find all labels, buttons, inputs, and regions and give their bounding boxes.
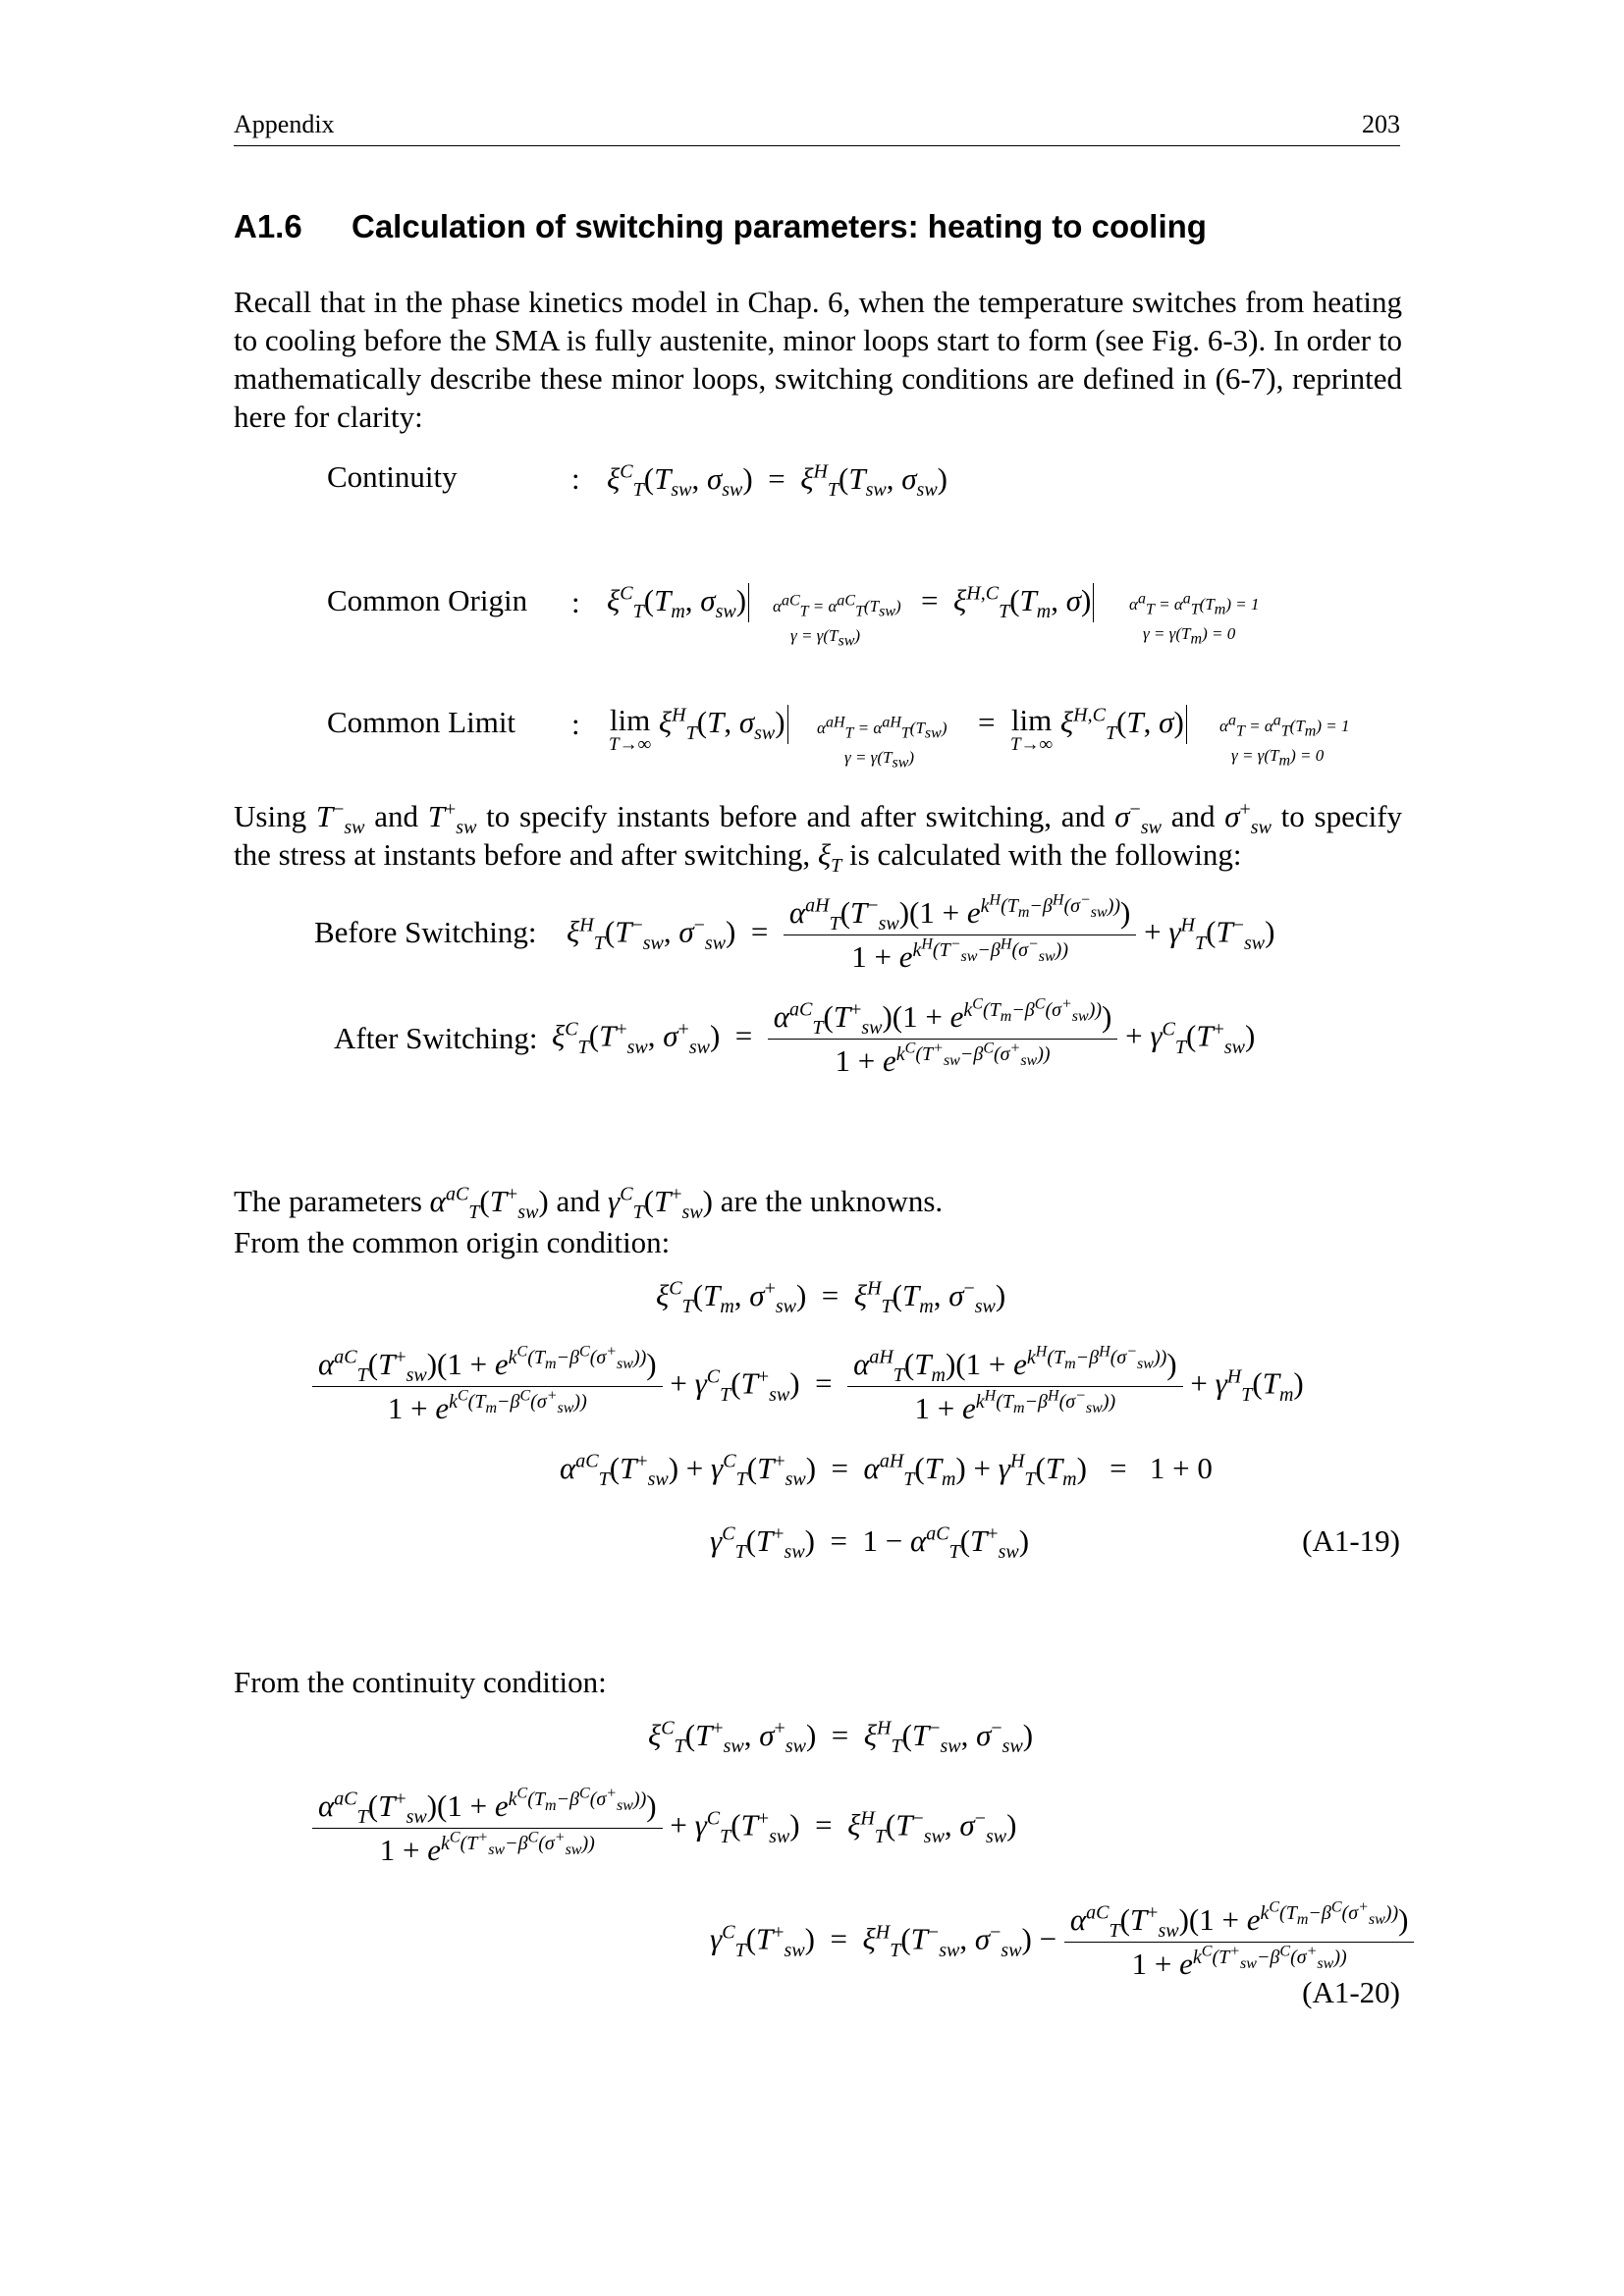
origin-eq-2: $\frac{\alpha^{aC}_T(T^+_{sw})(1 + e^{k^C(T_m-\beta^C(\sigma^+_{sw}))})}{1 + e^{k^C(T_m-\beta^C(\sigma^+_{sw}))}}$ + $\gamma^C_T(T^+_{sw})$ = $\frac{\alpha^{aH}_T(T_m)(1 + e^{k^H(T_m-\beta^H(\sigma^-_{sw}))})}{1 + e^{k^H(T_m-\beta^H(\sigma^-_{sw}))}}$ + $\gamma^H_T(T_m)$ xyxy=(312,1347,1304,1426)
common-origin-colon: : xyxy=(571,585,580,619)
common-limit-equation: lim T→∞ $\xi^H_T(T$, $\sigma_{sw}$) xyxy=(609,705,790,756)
page-number: 203 xyxy=(1362,110,1400,138)
common-origin-rhs-cond-2: $\gamma = \gamma(T_m) = 0$ xyxy=(1143,624,1236,648)
common-origin-label: Common Origin xyxy=(327,583,528,617)
equation-number-a1-19: (A1-19) xyxy=(1302,1523,1400,1558)
common-limit-rhs-cond-2: $\gamma = \gamma(T_m) = 0$ xyxy=(1231,746,1325,770)
common-origin-rhs-cond-1: $\alpha^a_T = \alpha^a_T(T_m) = 1$ xyxy=(1129,590,1260,618)
before-switching-label: Before Switching: xyxy=(314,915,537,949)
common-limit-colon: : xyxy=(571,707,580,741)
origin-eq-4: $\gamma^C_T(T^+_{sw}) = 1 - \alpha^{aC}_T(T^+_{sw})$ xyxy=(710,1522,1030,1564)
common-limit-rhs-cond-1: $\alpha^a_T = \alpha^a_T(T_m) = 1$ xyxy=(1219,712,1350,740)
continuity-eq-2: $\frac{\alpha^{aC}_T(T^+_{sw})(1 + e^{k^C(T_m-\beta^C(\sigma^+_{sw}))})}{1 + e^{k^C(T^+_{sw}-\beta^C(\sigma^+_{sw}))}}$ + $\gamma^C_T(T^+_{sw}) = \xi^H_T(T^-_{sw}$, $\sigma^-_{sw}$) xyxy=(312,1789,1016,1868)
continuity-label: Continuity xyxy=(327,459,458,494)
common-limit-label: Common Limit xyxy=(327,705,516,739)
continuity-eq-1: $\xi^C_T(T^+_{sw}$, $\sigma^+_{sw}) = \xi^H_T(T^-_{sw}$, $\sigma^-_{sw}$) xyxy=(648,1717,1034,1758)
common-origin-lhs-cond-2: $\gamma = \gamma(T_{sw})$ xyxy=(790,626,861,650)
origin-eq-1: $\xi^C_T(T_m$, $\sigma^+_{sw}) = \xi^H_T(T_m$, $\sigma^-_{sw}$) xyxy=(656,1277,1006,1318)
common-limit-lhs-cond-1: $\alpha^{aH}_T = \alpha^{aH}_T(T_{sw})$ xyxy=(817,714,947,742)
equation-number-a1-20: (A1-20) xyxy=(1302,1975,1400,2009)
from-common-origin: From the common origin condition: xyxy=(234,1225,671,1259)
continuity-equation: $\xi^C_T(T_{sw}$, $\sigma_{sw}) = \xi^H_T(T_{sw}$, $\sigma_{sw}$) xyxy=(607,460,947,502)
continuity-colon: : xyxy=(571,461,580,496)
section-title: Calculation of switching parameters: heating to cooling xyxy=(352,208,1207,244)
common-origin-lhs-cond-1: $\alpha^{aC}_T = \alpha^{aC}_T(T_{sw})$ xyxy=(773,592,901,620)
continuity-eq-3: $\gamma^C_T(T^+_{sw}) = \xi^H_T(T^-_{sw}$, $\sigma^-_{sw}$) − $\frac{\alpha^{aC}_T(T^+_{sw})(1 + e^{k^C(T_m-\beta^C(\sigma^+_{sw}))})}{1 + e^{k^C(T^+_{sw}-\beta^C(\sigma^+_{sw}))}}$ xyxy=(710,1902,1414,1982)
running-header-left: Appendix xyxy=(234,110,335,138)
common-origin-equation: $\xi^C_T(T_m$, $\sigma_{sw}$) xyxy=(607,583,751,622)
common-limit-rhs: = lim T→∞ $\xi^{H,C}_T(T$, σ) xyxy=(978,705,1189,756)
from-continuity: From the continuity condition: xyxy=(234,1665,607,1699)
section-heading xyxy=(234,208,1207,245)
origin-eq-3: $\alpha^{aC}_T(T^+_{sw}) + \gamma^C_T(T^+_{sw}) = \alpha^{aH}_T(T_m) + \gamma^H_T(T_m) = 1 + 0$ xyxy=(560,1450,1213,1491)
using-paragraph: Using $T^-_{sw}$ and $T^+_{sw}$ to specify instants before and after switching, and $\sigma^-_{sw}$ and $\sigma^+_{sw}$ to specify the stress at instants before and after switching, $\xi_T$ is calculated with the following: xyxy=(234,798,1403,878)
section-number: A1.6 xyxy=(234,208,302,244)
common-limit-lhs-cond-2: $\gamma = \gamma(T_{sw})$ xyxy=(844,748,915,772)
intro-paragraph: Recall that in the phase kinetics model in Chap. 6, when the temperature switches from heating to cooling before the SMA is fully austenite, minor loops start to form (see Fig. 6-3). In order to mathematically describe these minor loops, switching conditions are defined in (6-7), reprinted here for clarity: xyxy=(234,285,1402,434)
after-switching-label: After Switching: xyxy=(334,1021,538,1055)
unknowns-line: The parameters $\alpha^{aC}_T(T^+_{sw})$ and $\gamma^C_T(T^+_{sw})$ are the unknowns. xyxy=(234,1183,944,1224)
before-switching-equation: $\xi^H_T(T^-_{sw}$, $\sigma^-_{sw}$) = $\frac{\alpha^{aH}_T(T^-_{sw})(1 + e^{k^H(T_m-\beta^H(\sigma^-_{sw}))})}{1 + e^{k^H(T^-_{sw}-\beta^H(\sigma^-_{sw}))}}$ + $\gamma^H_T(T^-_{sw})$ xyxy=(567,891,1275,974)
common-origin-rhs: = $\xi^{H,C}_T(T_m$, σ) xyxy=(921,583,1096,622)
header-rule xyxy=(234,145,1400,146)
after-switching-equation: $\xi^C_T(T^+_{sw}$, $\sigma^+_{sw}$) = $\frac{\alpha^{aC}_T(T^+_{sw})(1 + e^{k^C(T_m-\beta^C(\sigma^+_{sw}))})}{1 + e^{k^C(T^+_{sw}-\beta^C(\sigma^+_{sw}))}}$ + $\gamma^C_T(T^+_{sw})$ xyxy=(552,995,1256,1078)
